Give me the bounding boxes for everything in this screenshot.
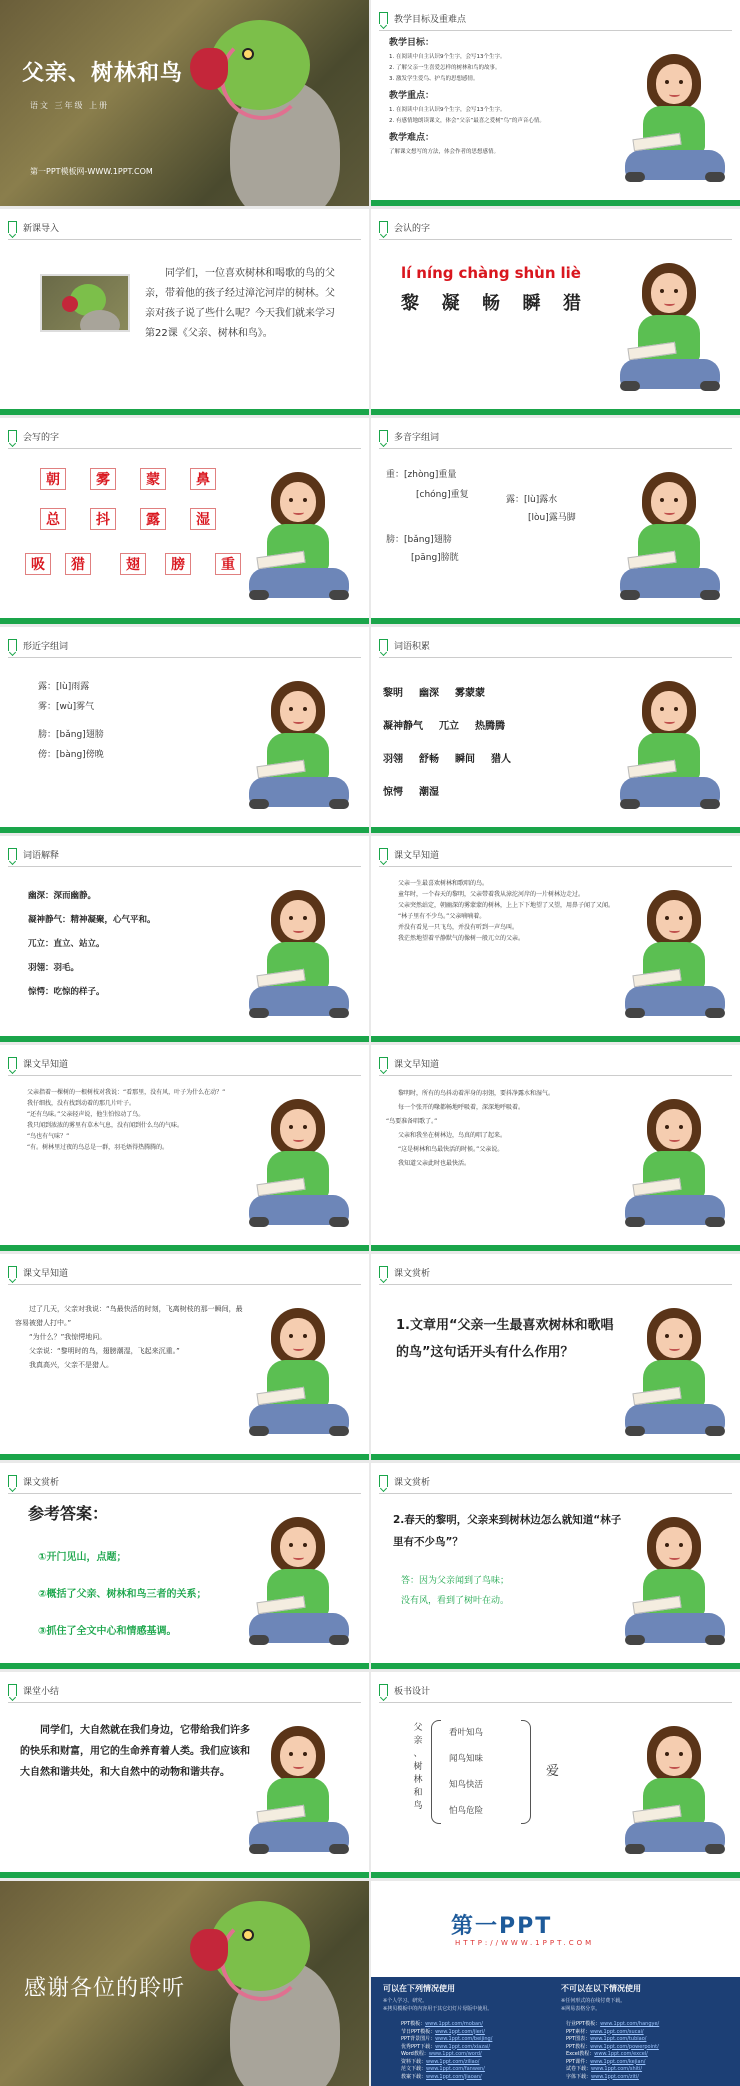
slide-header: 教学目标及重难点	[379, 10, 466, 26]
bookmark-icon	[379, 430, 388, 442]
bookmark-icon	[379, 12, 388, 24]
slide-header: 多音字组词	[379, 428, 439, 444]
slide-similar[interactable]	[0, 627, 369, 833]
girl-illustration	[621, 50, 731, 190]
slide-header: 会写的字	[8, 428, 59, 444]
ppt-url[interactable]: HTTP://WWW.1PPT.COM	[455, 1939, 595, 1947]
girl-illustration	[245, 1513, 355, 1653]
bookmark-icon	[379, 639, 388, 651]
girl-illustration	[621, 1513, 731, 1653]
slide-header: 新课导入	[8, 219, 59, 235]
girl-illustration	[621, 886, 731, 1026]
slide-header: 课文赏析	[379, 1264, 430, 1280]
bookmark-icon	[8, 221, 17, 233]
bookmark-icon	[8, 1475, 17, 1487]
bookmark-icon	[379, 1684, 388, 1696]
intro-photo	[40, 274, 130, 332]
ppt-logo: 第一PPT	[451, 1914, 553, 1939]
slide-early-4[interactable]	[0, 1254, 369, 1460]
slide-board[interactable]	[371, 1672, 740, 1878]
ppt-band: 可以在下列情况使用 ※个人学习、研究。 ※拷贝模板中的内容用于其它幻灯片母版中使用。 不可以在以下情况使用 ※任何形式的在线付费下载。 ※网易表格分享。 PPT模板：www.1ppt.com/moban/ 节日PPT模板：www.1ppt.com/jieri/ PPT背景图片：www.1ppt.com/beijing/ 优秀PPT下载：www.1ppt.com/xiazai/ Word教程：www.1ppt.com/word/ 资料下载：www.1ppt.com/ziliao/ 范文下载：www.1ppt.com/fanwen/ 教案下载：www.1ppt.com/jiaoan/ 行业PPT模板：www.1ppt.com/hangye/ PPT素材：www.1ppt.com/sucai/ PPT图表：www.1ppt.com/tubiao/ PPT教程：www.1ppt.com/powerpoint/ Excel教程：www.1ppt.com/excel/ PPT课件：www.1ppt.com/kejian/ 试卷下载：www.1ppt.com/shiti/ 字体下载：www.1ppt.com/ziti/	[371, 1977, 740, 2086]
bookmark-icon	[379, 848, 388, 860]
ppt-links-left: PPT模板：www.1ppt.com/moban/ 节日PPT模板：www.1ppt.com/jieri/ PPT背景图片：www.1ppt.com/beijing/ 优秀PPT下载：www.1ppt.com/xiazai/ Word教程：www.1ppt.com/word/ 资料下载：www.1ppt.com/ziliao/ 范文下载：www.1ppt.com/fanwen/ 教案下载：www.1ppt.com/jiaoan/	[401, 2021, 493, 2080]
slide-analysis-2[interactable]	[371, 1463, 740, 1669]
similar-list: 露：[lù]雨露 雾：[wù]雾气 膀：[bǎng]翅膀 傍：[bàng]傍晚	[38, 682, 104, 760]
analysis2-answer: 答：因为父亲闻到了鸟味； 没有风，看到了树叶在动。	[401, 1576, 510, 1606]
bookmark-icon	[8, 430, 17, 442]
slide-header: 课文赏析	[379, 1473, 430, 1489]
ppt-links-right: 行业PPT模板：www.1ppt.com/hangye/ PPT素材：www.1ppt.com/sucai/ PPT图表：www.1ppt.com/tubiao/ PPT教程：www.1ppt.com/powerpoint/ Excel教程：www.1ppt.com/excel/ PPT课件：www.1ppt.com/kejian/ 试卷下载：www.1ppt.com/shiti/ 字体下载：www.1ppt.com/ziti/	[566, 2021, 660, 2080]
analysis1-question: 1.文章用“父亲一生最喜欢树林和歌唱的鸟”这句话开头有什么作用？	[396, 1318, 614, 1360]
girl-illustration	[245, 1722, 355, 1862]
bookmark-icon	[379, 221, 388, 233]
girl-illustration	[245, 1304, 355, 1444]
girl-illustration	[245, 468, 355, 608]
vocab-list: 黎明 幽深 雾蒙蒙 凝神静气 兀立 热腾腾 羽翎 舒畅 瞬间 猎人 惊愕 潮湿	[383, 688, 511, 798]
bookmark-icon	[379, 1266, 388, 1278]
slide-early-1[interactable]	[371, 836, 740, 1042]
slide-cover[interactable]	[0, 0, 369, 206]
pinyin-row: lí níng chàng shùn liè	[401, 264, 581, 282]
cover-title: 父亲、树林和鸟	[22, 61, 184, 86]
girl-illustration	[621, 1095, 731, 1235]
slide-write[interactable]: 会写的字 朝 雾 蒙 鼻 总 抖 露 湿 吸 猎 翅 膀 重	[0, 418, 369, 624]
slide-analysis-1[interactable]	[371, 1254, 740, 1460]
slide-header: 课堂小结	[8, 1682, 59, 1698]
board-right: 爱	[546, 1764, 560, 1779]
analysis2-question: 2.春天的黎明，父亲来到树林边怎么就知道“林子里有不少鸟”？	[393, 1514, 622, 1548]
slide-header: 课文早知道	[379, 1055, 439, 1071]
board-brace-left	[431, 1720, 441, 1824]
slide-header: 词语积累	[379, 637, 430, 653]
slide-explain[interactable]	[0, 836, 369, 1042]
bookmark-icon	[379, 1475, 388, 1487]
parrot-illustration	[190, 10, 360, 206]
girl-illustration	[245, 677, 355, 817]
slide-polyphone[interactable]	[371, 418, 740, 624]
slide-header: 课文早知道	[8, 1055, 68, 1071]
summary-text: 同学们，大自然就在我们身边，它带给我们许多的快乐和财富，用它的生命养育着人类。我们应该和大自然和谐共处，和大自然中的动物和谐共存。	[20, 1725, 250, 1778]
slide-objectives[interactable]	[371, 0, 740, 206]
char-row: 黎 凝 畅 瞬 猎	[401, 293, 581, 314]
slide-intro[interactable]	[0, 209, 369, 415]
objectives-body: 教学目标： 1. 在阅读中自主认识9个生字，会写13个生字。 2. 了解父亲一生喜爱怎样的树林和鸟的故事。 3. 激发学生爱鸟、护鸟的思想感情。 教学重点： 1. 在阅读中自主认识9个生字，会写13个生字。 2. 有感情地朗读课文，体会“父亲”最喜之爱树“鸟”的声音心情。 教学难点： 了解课文想写的方法，体会作者的思想感情。	[389, 38, 545, 155]
slide-header: 形近字组词	[8, 637, 68, 653]
bang-group: 膀：[bǎng]翅膀 [pāng]膀胱	[386, 535, 459, 563]
girl-illustration	[245, 1095, 355, 1235]
slide-early-2[interactable]	[0, 1045, 369, 1251]
bookmark-icon	[8, 1057, 17, 1069]
early4-text: 过了几天，父亲对我说：“鸟最快活的时刻，飞离树枝的那一瞬间，最容易被猎人打中。” “为什么？”我惊愕地问。 父亲说：“黎明时的鸟，翅膀潮湿，飞起来沉重。” 我真高兴，父亲不是猎人。	[15, 1305, 243, 1369]
bookmark-icon	[8, 848, 17, 860]
slide-answer[interactable]	[0, 1463, 369, 1669]
girl-illustration	[245, 886, 355, 1026]
zhong-group: 重：[zhòng]重量 [chóng]重复	[386, 470, 469, 500]
board-brace-right	[521, 1720, 531, 1824]
girl-illustration	[616, 259, 726, 399]
girl-illustration	[616, 677, 726, 817]
slide-early-3[interactable]	[371, 1045, 740, 1251]
lu-group: 露：[lù]露水 [lòu]露马脚	[506, 495, 576, 523]
slide-recognize[interactable]	[371, 209, 740, 415]
girl-illustration	[616, 468, 726, 608]
slide-thanks[interactable]	[0, 1881, 369, 2086]
girl-illustration	[621, 1722, 731, 1862]
bookmark-icon	[8, 1266, 17, 1278]
slide-header: 课文早知道	[8, 1264, 68, 1280]
board-middle: 看叶知鸟 闻鸟知味 知鸟快活 怕鸟危险	[449, 1728, 484, 1816]
slide-header: 课文赏析	[8, 1473, 59, 1489]
answer-title: 参考答案：	[28, 1504, 109, 1523]
thanks-title: 感谢各位的聆听	[24, 1976, 186, 2001]
slide-header: 会认的字	[379, 219, 430, 235]
parrot-illustration	[190, 1891, 360, 2086]
bookmark-icon	[8, 1684, 17, 1696]
slide-header: 板书设计	[379, 1682, 430, 1698]
early3-text: 黎明时，所有的鸟抖动着浑身的羽翎，要抖净露水和湿气。 每一个张开的喙都畅地呼吸着，深深地呼吸着。 “鸟要准备唱歌了。” 父亲和我坐在树林边，鸟真的唱了起来。 “这是树林和鸟最快活的时候。”父亲说。 我知道父亲此时也最快活。	[386, 1090, 555, 1167]
bookmark-icon	[379, 1057, 388, 1069]
slide-vocab[interactable]	[371, 627, 740, 833]
answer-list: ①开门见山，点题； ②概括了父亲、树林和鸟三者的关系； ③抓住了全文中心和情感基调。	[38, 1552, 207, 1637]
bookmark-icon	[8, 639, 17, 651]
intro-text: 同学们，一位喜欢树林和喝歌的鸟的父亲，带着他的孩子经过漳沱河岸的树林。父亲对孩子说了些什么呢？今天我们就来学习第22课《父亲、树林和鸟》。	[145, 268, 335, 339]
cover-site: 第一PPT模板网-WWW.1PPT.COM	[30, 167, 153, 176]
explain-list: 幽深：深而幽静。 凝神静气：精神凝聚，心气平和。 兀立：直立、站立。 羽翎：羽毛。 惊愕：吃惊的样子。	[28, 891, 156, 997]
board-left: 父 亲 、 树 林 和 鸟	[413, 1723, 423, 1811]
early2-text: 父亲指着一棵树的一根树枝对我说：“看那里，没有风，叶子为什么在动？” 我仔细找，没有找到动着的那几片叶子。 “还有鸟味。”父亲轻声说，他生怕惊动了鸟。 我只闻到浓浓的雾里有草木气息，没有闻到什么鸟的气味。 “鸟也有气味？” “有。树林里过夜的鸟总是一群，羽毛焐得热腾腾的。	[27, 1089, 226, 1151]
early1-text: 父亲一生最喜欢树林和歌唱的鸟。 童年时，一个春天的黎明，父亲带着我从漳沱河岸的一片树林边走过。 父亲突然站定，朝幽深的雾蒙蒙的树林，上上下下地望了又望，用鼻子闻了又闻。 “林子里有不少鸟。”父亲喃喃着。 并没有看见一只飞鸟，并没有听到一声鸟叫。 我茫然地望着平静默气的像树一般兀立的父亲。	[398, 880, 615, 942]
slide-summary[interactable]	[0, 1672, 369, 1878]
slide-header: 词语解释	[8, 846, 59, 862]
slide-ppt-info[interactable]	[371, 1881, 740, 2086]
cover-subtitle: 语文 三年级 上册	[30, 101, 110, 110]
slide-header: 课文早知道	[379, 846, 439, 862]
girl-illustration	[621, 1304, 731, 1444]
